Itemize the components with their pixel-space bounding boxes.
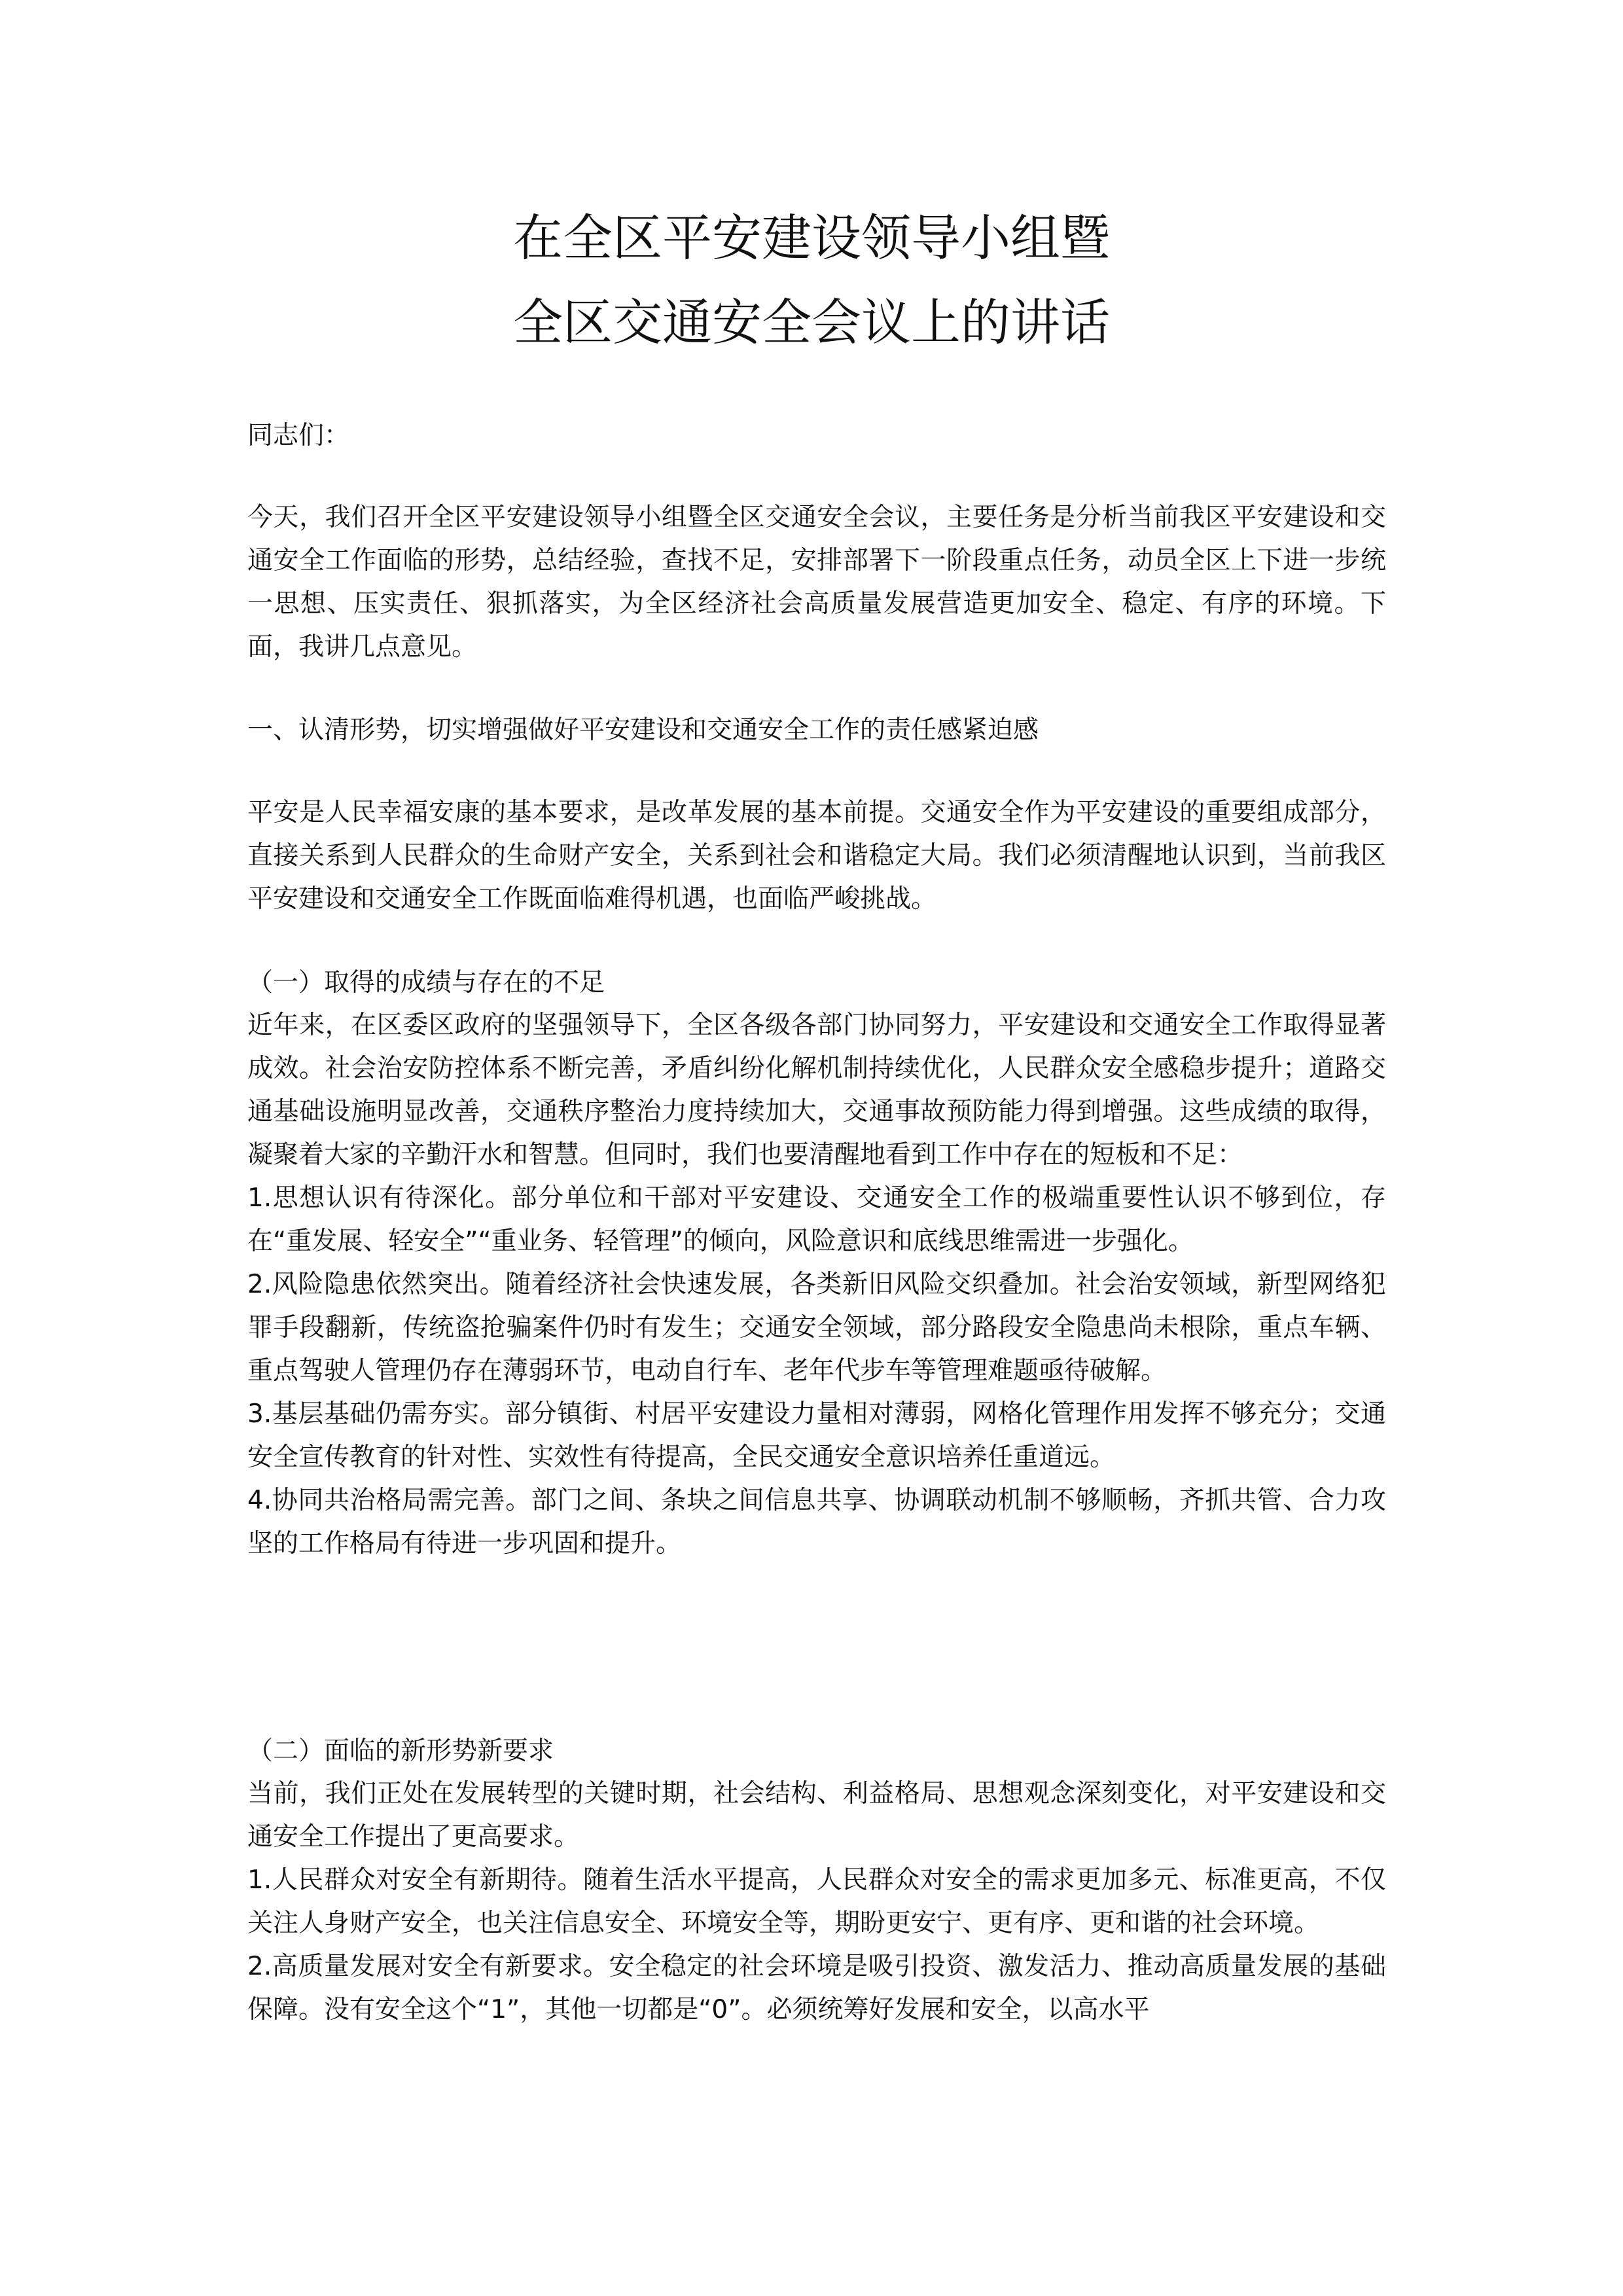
subsection-1-heading: （一）取得的成绩与存在的不足 bbox=[247, 968, 605, 997]
list-item: 4.协同共治格局需完善。部门之间、条块之间信息共享、协调联动机制不够顺畅，齐抓共管、合力攻坚的工作格局有待进一步巩固和提升。 bbox=[247, 1486, 1386, 1558]
document-title-line-1: 在全区平安建设领导小组暨 bbox=[513, 209, 1110, 267]
document-title-line-2: 全区交通安全会议上的讲话 bbox=[513, 293, 1110, 351]
salutation: 同志们： bbox=[247, 421, 350, 450]
subsection-1-body bbox=[247, 1004, 1386, 1566]
list-item: 3.基层基础仍需夯实。部分镇街、村居平安建设力量相对薄弱，网格化管理作用发挥不够充分；交通安全宣传教育的针对性、实效性有待提高，全民交通安全意识培养任重道远。 bbox=[247, 1399, 1386, 1472]
list-item: 1.思想认识有待深化。部分单位和干部对平安建设、交通安全工作的极端重要性认识不够到位，存在“重发展、轻安全”“重业务、轻管理”的倾向，风险意识和底线思维需进一步强化。 bbox=[247, 1183, 1386, 1256]
subsection-2-heading: （二）面临的新形势新要求 bbox=[247, 1736, 554, 1766]
subsection-2-paragraph: 当前，我们正处在发展转型的关键时期，社会结构、利益格局、思想观念深刻变化，对平安建设和交通安全工作提出了更高要求。 bbox=[247, 1779, 1386, 1852]
section-1-paragraph: 平安是人民幸福安康的基本要求，是改革发展的基本前提。交通安全作为平安建设的重要组成部分，直接关系到人民群众的生命财产安全，关系到社会和谐稳定大局。我们必须清醒地认识到，当前我区平安建设和交通安全工作既面临难得机遇，也面临严峻挑战。 bbox=[247, 798, 1386, 914]
list-item: 1.人民群众对安全有新期待。随着生活水平提高，人民群众对安全的需求更加多元、标准更高，不仅关注人身财产安全，也关注信息安全、环境安全等，期盼更安宁、更有序、更和谐的社会环境。 bbox=[247, 1865, 1386, 1938]
subsection-2-body bbox=[247, 1772, 1386, 2032]
section-1-heading: 一、认清形势，切实增强做好平安建设和交通安全工作的责任感紧迫感 bbox=[247, 715, 1039, 745]
subsection-1-paragraph: 近年来，在区委区政府的坚强领导下，全区各级各部门协同努力，平安建设和交通安全工作取得显著成效。社会治安防控体系不断完善，矛盾纠纷化解机制持续优化，人民群众安全感稳步提升；道路交通基础设施明显改善，交通秩序整治力度持续加大，交通事故预防能力得到增强。这些成绩的取得，凝聚着大家的辛勤汗水和智慧。但同时，我们也要清醒地看到工作中存在的短板和不足： bbox=[247, 1011, 1386, 1170]
intro-paragraph: 今天，我们召开全区平安建设领导小组暨全区交通安全会议，主要任务是分析当前我区平安建设和交通安全工作面临的形势，总结经验，查找不足，安排部署下一阶段重点任务，动员全区上下进一步统一思想、压实责任、狠抓落实，为全区经济社会高质量发展营造更加安全、稳定、有序的环境。下面，我讲几点意见。 bbox=[247, 503, 1386, 662]
list-item: 2.风险隐患依然突出。随着经济社会快速发展，各类新旧风险交织叠加。社会治安领域，新型网络犯罪手段翻新，传统盗抢骗案件仍时有发生；交通安全领域，部分路段安全隐患尚未根除，重点车辆、重点驾驶人管理仍存在薄弱环节，电动自行车、老年代步车等管理难题亟待破解。 bbox=[247, 1270, 1386, 1386]
list-item: 2.高质量发展对安全有新要求。安全稳定的社会环境是吸引投资、激发活力、推动高质量发展的基础保障。没有安全这个“1”，其他一切都是“0”。必须统筹好发展和安全，以高水平 bbox=[247, 1952, 1386, 2024]
